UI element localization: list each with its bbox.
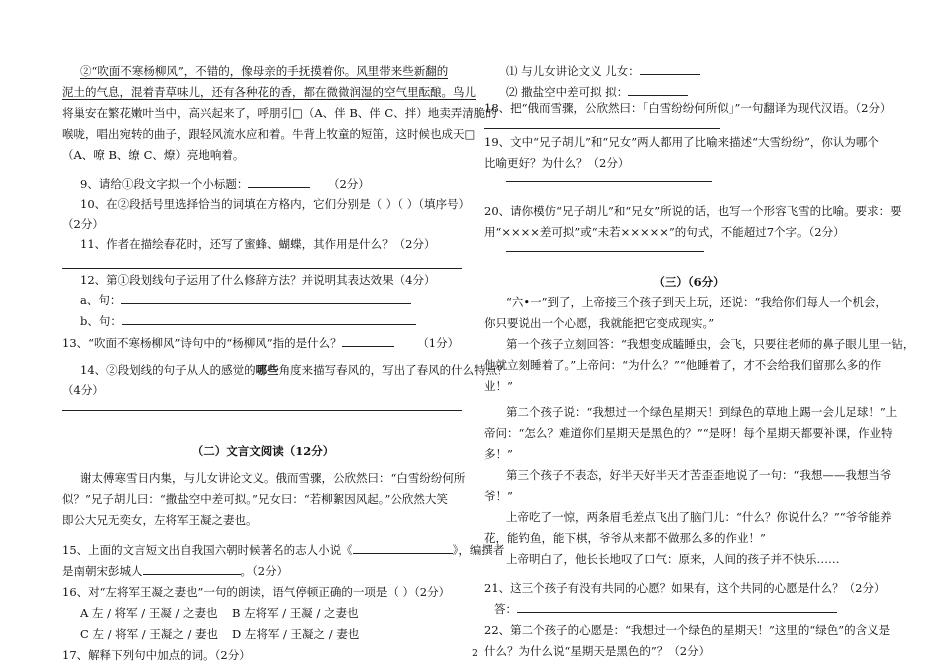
- question-13: 13、“吹面不寒杨柳风”诗句中的“杨柳风”指的是什么？ （1分）: [62, 336, 460, 350]
- paragraph-2-line-2: 泥土的气息，混着青草味儿，还有各种花的香，都在微微润湿的空气里酝酿。鸟儿: [62, 85, 476, 99]
- question-9: 9、请给①段文字拟一个小标题： （2分）: [80, 177, 370, 191]
- question-11: 11、作者在描绘春花时，还写了蜜蜂、蝴蝶，其作用是什么？（2分）: [80, 237, 436, 251]
- question-10: 10、在②段括号里选择恰当的词填在方格内，它们分别是（ ）（ ）（填序号）: [80, 197, 470, 211]
- story-line-3: 第一个孩子立刻回答：“我想变成瞌睡虫，会飞，只要往老师的鼻子眼儿里一钻，: [506, 337, 915, 351]
- question-22-line-1: 22、第二个孩子的心愿是：“我想过一个绿色的星期天！”这里的“绿色”的含义是: [484, 623, 891, 637]
- story-line-13: 上帝明白了，他长长地叹了口气：原来，人间的孩子并不快乐……: [506, 552, 840, 566]
- question-16-option-c: C 左 / 将军 / 王凝之 / 妻也: [80, 627, 219, 641]
- question-18: 18、把“俄而雪骤，公欣然曰：「白雪纷纷何所似」”一句翻译为现代汉语。（2分）: [484, 101, 892, 115]
- question-14-score: （4分）: [62, 383, 104, 397]
- story-line-6: 第二个孩子说：“我想过一个绿色星期天！到绿色的草地上踢一会儿足球！”上: [506, 405, 898, 419]
- answer-line[interactable]: [506, 181, 712, 182]
- question-17-item-2: ⑵ 撒盐空中差可拟 拟：: [506, 82, 688, 103]
- answer-blank[interactable]: [248, 175, 310, 188]
- question-21-answer: 答：: [494, 599, 837, 620]
- question-16-option-a: A 左 / 将军 / 王凝 / 之妻也: [80, 606, 218, 620]
- question-14: 14、②段划线的句子从人的感觉的哪些角度来描写春风的，写出了春风的什么特点？: [80, 363, 509, 377]
- section-2-heading: （二）文言文阅读（12分）: [191, 444, 335, 458]
- story-line-1: “六•一”到了，上帝接三个孩子到天上玩，还说：“我给你们每人一个机会，: [506, 295, 887, 309]
- question-22-line-2: 什么？为什么说“星期天是黑色的”？（2分）: [484, 644, 711, 658]
- answer-blank[interactable]: [517, 600, 837, 613]
- question-16: 16、对“左将军王凝之妻也”一句的朗读，语气停顿正确的一项是（ ）（2分）: [62, 585, 451, 599]
- paragraph-2-line-1: ②“吹面不寒杨柳风”，不错的，像母亲的手抚摸着你。风里带来些新翻的: [80, 64, 449, 78]
- question-15: 15、上面的文言短文出自我国六朝时候著名的志人小说《 》，编撰者: [62, 543, 505, 557]
- question-12a: a、句：: [80, 290, 411, 311]
- answer-blank[interactable]: [353, 541, 453, 554]
- question-20-line-2: 用“××××差可拟”或“未若×××××”的句式，不能超过7个字。（2分）: [484, 225, 845, 239]
- paragraph-2-line-3: 将巢安在繁花嫩叶当中，高兴起来了，呼朋引□（A、伴 B、伴 C、拌）地卖弄清脆的: [62, 106, 497, 120]
- question-21: 21、这三个孩子有没有共同的心愿？如果有，这个共同的心愿是什么？（2分）: [484, 581, 886, 595]
- story-line-10: 爷！”: [484, 489, 513, 503]
- answer-line[interactable]: [62, 410, 462, 411]
- story-line-12: 花，能钓鱼，能下棋，爷爷从来都不做那么多的作业！”: [484, 531, 766, 545]
- answer-blank[interactable]: [640, 62, 700, 75]
- question-19-line-1: 19、文中“兄子胡儿”和“兄女”两人都用了比喻来描述“大雪纷纷”，你认为哪个: [484, 135, 879, 149]
- answer-line[interactable]: [62, 268, 462, 269]
- story-line-8: 多！”: [484, 447, 513, 461]
- story-line-7: 帝问：“怎么？难道你们星期天是黑色的？”“是呀！每个星期天都要补课，作业特: [484, 426, 893, 440]
- paragraph-2-line-5: （A、嘹 B、缭 C、燎）亮地响着。: [62, 148, 245, 162]
- answer-blank[interactable]: [628, 83, 688, 96]
- story-line-4: 他就立刻睡着了。”上帝问：“为什么？”“他睡着了，才不会给我们留那么多的作: [484, 358, 882, 372]
- question-12: 12、第①段划线句子运用了什么修辞方法？并说明其表达效果（4分）: [80, 273, 436, 287]
- answer-blank[interactable]: [143, 562, 241, 575]
- story-line-9: 第三个孩子不表态，好半天好半天才苦歪歪地说了一句：“我想——我想当爷: [506, 468, 892, 482]
- story-line-2: 你只要说出一个心愿，我就能把它变成现实。”: [484, 316, 715, 330]
- story-line-5: 业！”: [484, 379, 513, 393]
- answer-blank[interactable]: [342, 334, 394, 347]
- page-number: 2: [472, 649, 478, 659]
- classical-text-line-3: 即公大兄无奕女，左将军王凝之妻也。: [62, 513, 258, 527]
- question-20-line-1: 20、请你模仿“兄子胡儿”和“兄女”所说的话，也写一个形容飞雪的比喻。要求：要: [484, 204, 902, 218]
- section-3-heading: （三）（6分）: [653, 275, 725, 289]
- question-17: 17、解释下列句中加点的词。（2分）: [62, 648, 251, 662]
- question-10-score: （2分）: [62, 217, 104, 231]
- question-16-option-d: D 左将军 / 王凝之 / 妻也: [232, 627, 360, 641]
- story-line-11: 上帝吃了一惊，两条眉毛差点飞出了脑门儿：“什么？你说什么？”“爷爷能养: [506, 510, 892, 524]
- question-12b: b、句：: [80, 311, 416, 332]
- question-16-option-b: B 左将军 / 王凝 / 之妻也: [232, 606, 359, 620]
- question-19-line-2: 比喻更好？为什么？（2分）: [484, 156, 630, 170]
- answer-line[interactable]: [484, 128, 720, 129]
- classical-text-line-1: 谢太傅寒雪日内集，与儿女讲论文义。俄而雪骤，公欣然曰：“白雪纷纷何所: [80, 471, 466, 485]
- question-17-item-1: ⑴ 与儿女讲论文义 儿女：: [506, 61, 700, 82]
- answer-blank[interactable]: [122, 312, 416, 325]
- answer-blank[interactable]: [121, 291, 411, 304]
- paragraph-2-line-4: 喉咙，唱出宛转的曲子，跟轻风流水应和着。牛背上牧童的短笛，这时候也成天□: [62, 127, 476, 141]
- question-15-cont: 是南朝宋彭城人 。（2分）: [62, 564, 289, 578]
- classical-text-line-2: 似？”兄子胡儿曰：“撒盐空中差可拟。”兄女曰：“若柳絮因风起。”公欣然大笑: [62, 492, 448, 506]
- answer-line[interactable]: [506, 251, 704, 252]
